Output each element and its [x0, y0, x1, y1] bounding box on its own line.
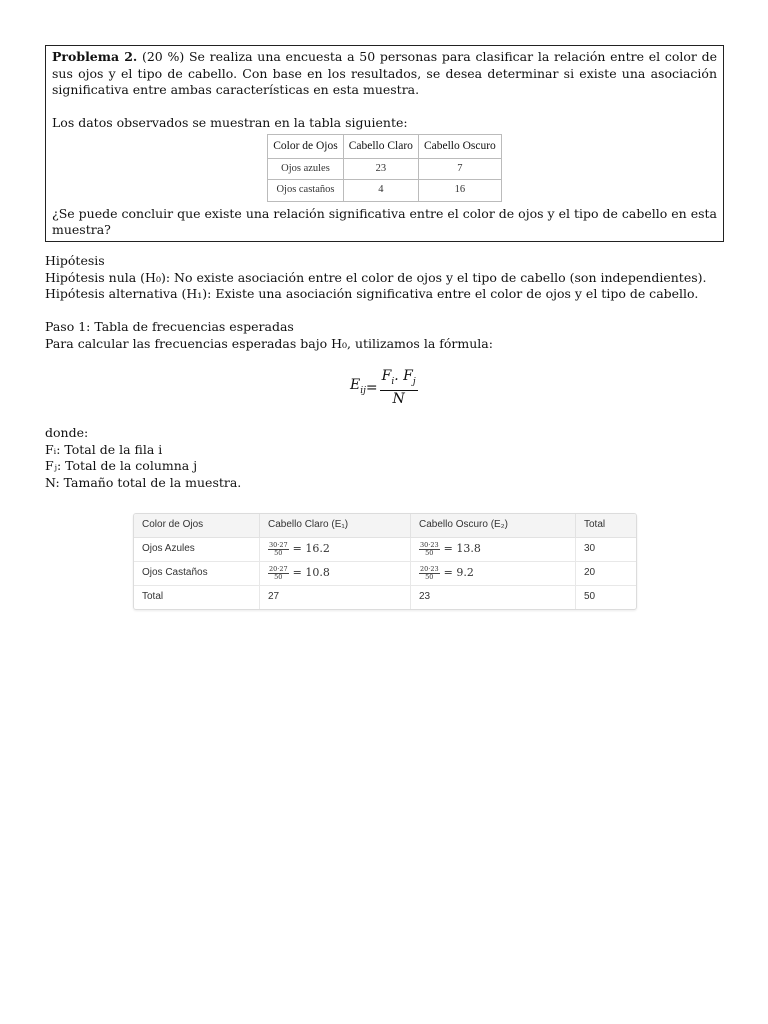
column-total: 23 — [411, 586, 576, 610]
problem-intro: (20 %) Se realiza una encuesta a 50 personas para clasificar la relación entre el color de sus ojos y el tipo de cabello. Con base en los resultados, se desea determinar si existe una asociación significativa entre ambas características en esta muestra. — [52, 49, 717, 97]
expected-header: Cabello Claro (E₁) — [260, 514, 411, 538]
observed-header: Cabello Claro — [343, 135, 418, 159]
formula-lhs: $E_{ij}$ — [350, 376, 366, 396]
expected-cell: $\frac{20\cdot 23}{50}$ = 9.2 — [411, 562, 576, 586]
table-row — [134, 562, 636, 586]
formula-eq: = — [365, 379, 378, 396]
observed-header: Cabello Oscuro — [418, 135, 501, 159]
where-label: donde: — [45, 425, 89, 440]
table-cell: 4 — [343, 180, 418, 202]
expected-table — [134, 514, 636, 609]
step1-section — [45, 319, 725, 352]
row-total: 20 — [576, 562, 637, 586]
hypothesis-section — [45, 253, 725, 303]
formula-numerator: $F_i$. $F_j$ — [380, 368, 418, 391]
expected-header-row — [134, 514, 636, 538]
problem-question: ¿Se puede concluir que existe una relación significativa entre el color de ojos y el tipo de cabello en esta muestra? — [52, 205, 717, 237]
expected-cell: $\frac{20\cdot 27}{50}$ = 10.8 — [260, 562, 411, 586]
expected-cell: $\frac{30\cdot 23}{50}$ = 13.8 — [411, 538, 576, 562]
row-label: Ojos Castaños — [134, 562, 260, 586]
step1-text: Para calcular las frecuencias esperadas bajo H₀, utilizamos la fórmula: — [45, 335, 493, 351]
observed-header-row — [268, 135, 502, 159]
hypothesis-heading: Hipótesis — [45, 253, 105, 268]
expected-table-card — [133, 513, 637, 610]
problem-statement — [52, 49, 717, 99]
expected-cell: $\frac{30\cdot 27}{50}$ = 16.2 — [260, 538, 411, 562]
row-total: 30 — [576, 538, 637, 562]
expected-header: Cabello Oscuro (E₂) — [411, 514, 576, 538]
table-cell: 7 — [418, 158, 501, 180]
definition-item: Fⱼ: Total de la columna j — [45, 458, 198, 473]
observed-table — [267, 134, 502, 202]
step1-heading: Paso 1: Tabla de frecuencias esperadas — [45, 319, 294, 334]
column-total: 27 — [260, 586, 411, 610]
table-cell: 23 — [343, 158, 418, 180]
table-cell: Ojos azules — [268, 158, 344, 180]
formula-fraction — [380, 368, 418, 408]
expected-header: Total — [576, 514, 637, 538]
row-label: Ojos Azules — [134, 538, 260, 562]
expected-frequency-formula — [350, 368, 418, 408]
row-label: Total — [134, 586, 260, 610]
table-row — [134, 538, 636, 562]
table-cell: 16 — [418, 180, 501, 202]
total-row — [134, 586, 636, 610]
observed-header: Color de Ojos — [268, 135, 344, 159]
problem-box — [45, 45, 724, 242]
alt-hypothesis: Hipótesis alternativa (H₁): Existe una asociación significativa entre el color de ojos y el tipo de cabello. — [45, 286, 699, 301]
null-hypothesis: Hipótesis nula (H₀): No existe asociación entre el color de ojos y el tipo de cabello (son independientes). — [45, 269, 707, 285]
definition-item: N: Tamaño total de la muestra. — [45, 474, 242, 490]
grand-total: 50 — [584, 591, 596, 603]
data-intro: Los datos observados se muestran en la tabla siguiente: — [52, 114, 408, 130]
definitions — [45, 425, 725, 491]
formula-denominator: N — [392, 390, 405, 407]
table-row — [268, 180, 502, 202]
expected-header: Color de Ojos — [134, 514, 260, 538]
table-row — [268, 158, 502, 180]
table-cell: Ojos castaños — [268, 180, 344, 202]
definition-item: Fᵢ: Total de la fila i — [45, 441, 163, 457]
problem-title: Problema 2. — [52, 49, 138, 64]
